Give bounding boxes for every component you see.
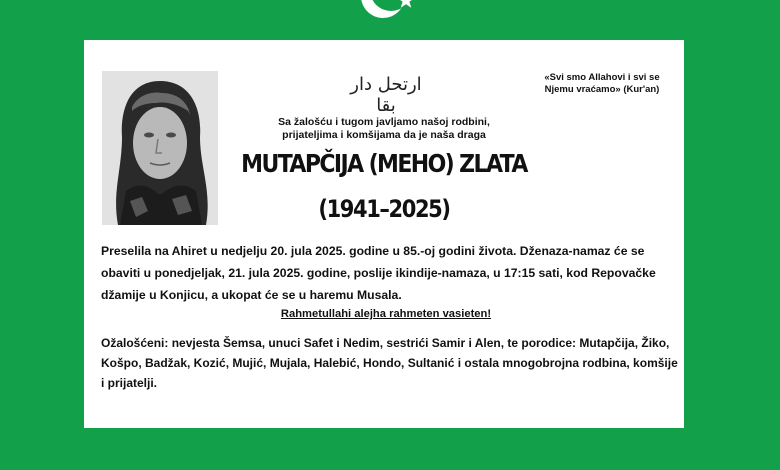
arabic-calligraphy: ارتحل دار بقا bbox=[350, 74, 422, 116]
crescent-star-icon bbox=[350, 0, 430, 28]
intro-line-2: prijateljima i komšijama da je naša draga bbox=[282, 129, 486, 141]
mourners-list: Ožalošćeni: nevjesta Šemsa, unuci Safet i Nedim, sestrići Samir i Alen, te porodice: Mutapčija, Žiko, Košpo, Badžak, Kozić, Mujić, Mujala, Halebić, Hondo, Sultanić i ostala mnogobrojna rodbina, komšije i prijatelji. bbox=[101, 336, 678, 390]
life-years: (1941–2025) bbox=[318, 195, 450, 223]
quote-line-1: «Svi smo Allahovi i svi se bbox=[544, 72, 660, 83]
quran-quote bbox=[532, 72, 672, 96]
prayer-line: Rahmetullahi alejha rahmeten vasieten! bbox=[280, 308, 492, 320]
obituary-card bbox=[84, 40, 684, 428]
intro-text bbox=[244, 116, 524, 142]
intro-line-1: Sa žalošću i tugom javljamo našoj rodbini, bbox=[278, 116, 490, 128]
quote-line-2: Njemu vraćamo» (Kur'an) bbox=[544, 84, 660, 95]
funeral-announcement: Preselila na Ahiret u nedjelju 20. jula 2025. godine u 85.-oj godini života. Dženaza-namaz će se obaviti u ponedjeljak, 21. jula 2025. godine, poslije ikindije-namaza, u 17:15 sati, kod Repovačke džamije u Konjicu, a ukopat će se u haremu Musala. bbox=[101, 244, 656, 302]
deceased-name: MUTAPČIJA (MEHO) ZLATA bbox=[241, 150, 527, 179]
deceased-photo bbox=[102, 71, 218, 225]
